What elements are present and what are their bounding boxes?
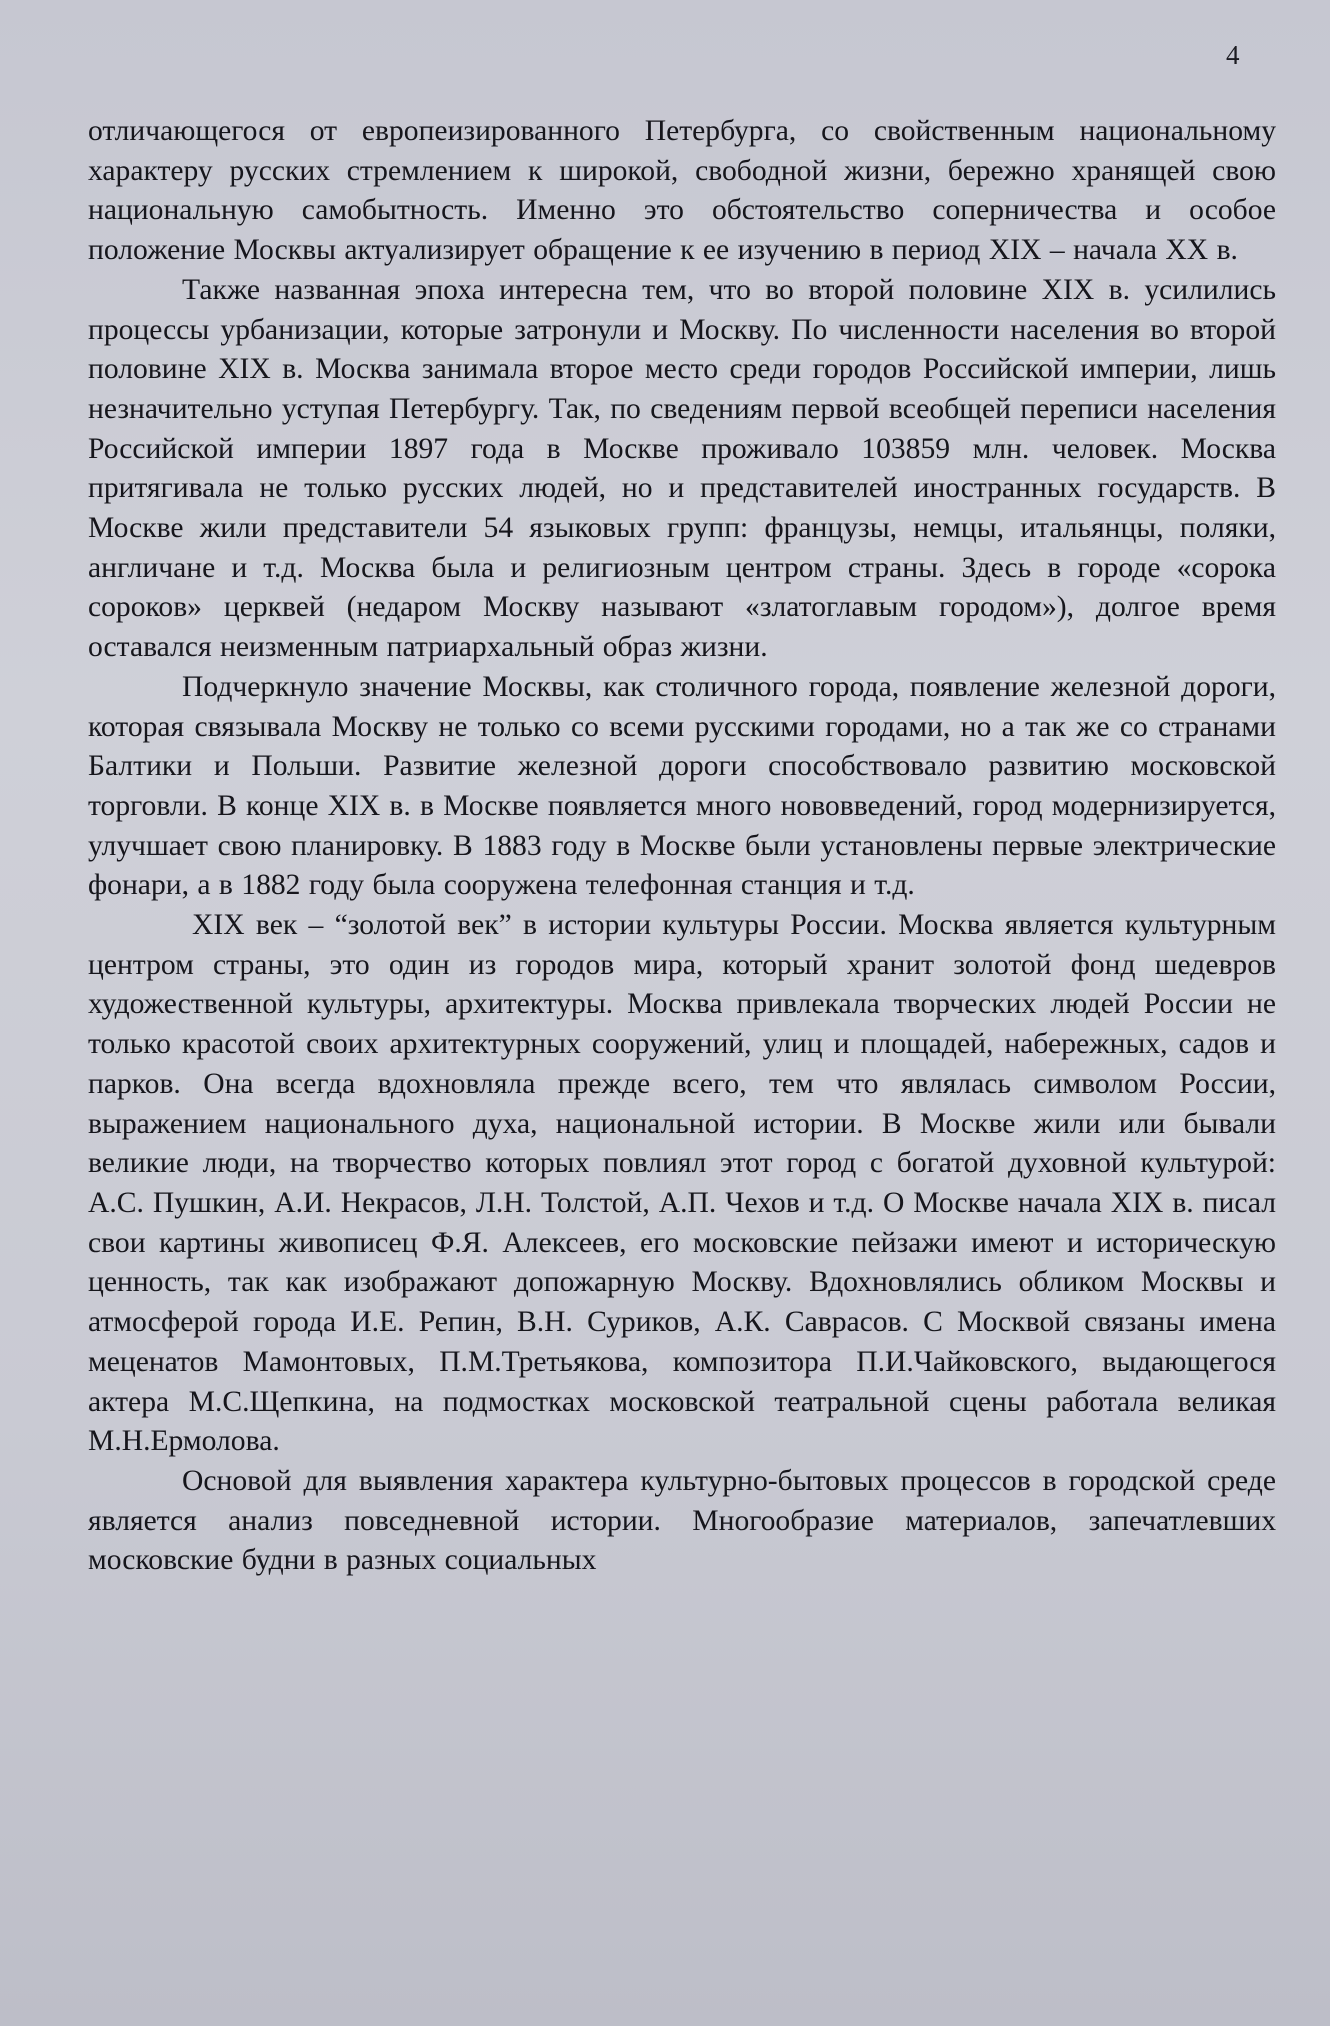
body-text [88, 112, 1276, 1581]
page-number: 4 [1226, 40, 1240, 70]
paragraph-continuation: отличающегося от европеизированного Петербурга, со свойственным национальному характеру русских стремлением к широкой, свободной жизни, бережно хранящей свою национальную самобытность. Именно это обстоятельство соперничества и особое положение Москвы актуализирует обращение к ее изучению в период XIX – начала XX в. [88, 115, 1276, 267]
paragraph-everyday-history: Основой для выявления характера культурно-бытовых процессов в городской среде является анализ повседневной истории. Многообразие материалов, запечатлевших московские будни в разных социальных [88, 1464, 1276, 1577]
paragraph-railway: Подчеркнуло значение Москвы, как столичного города, появление железной дороги, которая связывала Москву не только со всеми русскими городами, но а так же со странами Балтики и Польши. Развитие железной дороги способствовало развитию московской торговли. В конце XIX в. в Москве появляется много нововведений, город модернизируется, улучшает свою планировку. В 1883 году в Москве были установлены первые электрические фонари, а в 1882 году была сооружена телефонная станция и т.д. [88, 670, 1276, 902]
paragraph-golden-age: XIX век – “золотой век” в истории культуры России. Москва является культурным центром страны, это один из городов мира, который хранит золотой фонд шедевров художественной культуры, архитектуры. Москва привлекала творческих людей России не только красотой своих архитектурных сооружений, улиц и площадей, набережных, садов и парков. Она всегда вдохновляла прежде всего, тем что являлась символом России, выражением национального духа, национальной истории. В Москве жили или бывали великие люди, на творчество которых повлиял этот город с богатой духовной культурой: А.С. Пушкин, А.И. Некрасов, Л.Н. Толстой, А.П. Чехов и т.д. О Москве начала XIX в. писал свои картины живописец Ф.Я. Алексеев, его московские пейзажи имеют и историческую ценность, так как изображают допожарную Москву. Вдохновлялись обликом Москвы и атмосферой города И.Е. Репин, В.Н. Суриков, А.К. Саврасов. С Москвой связаны имена меценатов Мамонтовых, П.М.Третьякова, композитора П.И.Чайковского, выдающегося актера М.С.Щепкина, на подмостках московской театральной сцены работала великая М.Н.Ермолова. [88, 909, 1276, 1458]
paragraph-urbanization: Также названная эпоха интересна тем, что во второй половине XIX в. усилились процессы урбанизации, которые затронули и Москву. По численности населения во второй половине XIX в. Москва занимала второе место среди городов Российской империи, лишь незначительно уступая Петербургу. Так, по сведениям первой всеобщей переписи населения Российской империи 1897 года в Москве проживало 103859 млн. человек. Москва притягивала не только русских людей, но и представителей иностранных государств. В Москве жили представители 54 языковых групп: французы, немцы, итальянцы, поляки, англичане и т.д. Москва была и религиозным центром страны. Здесь в городе «сорока сороков» церквей (недаром Москву называют «златоглавым городом»), долгое время оставался неизменным патриархальный образ жизни. [88, 273, 1276, 664]
